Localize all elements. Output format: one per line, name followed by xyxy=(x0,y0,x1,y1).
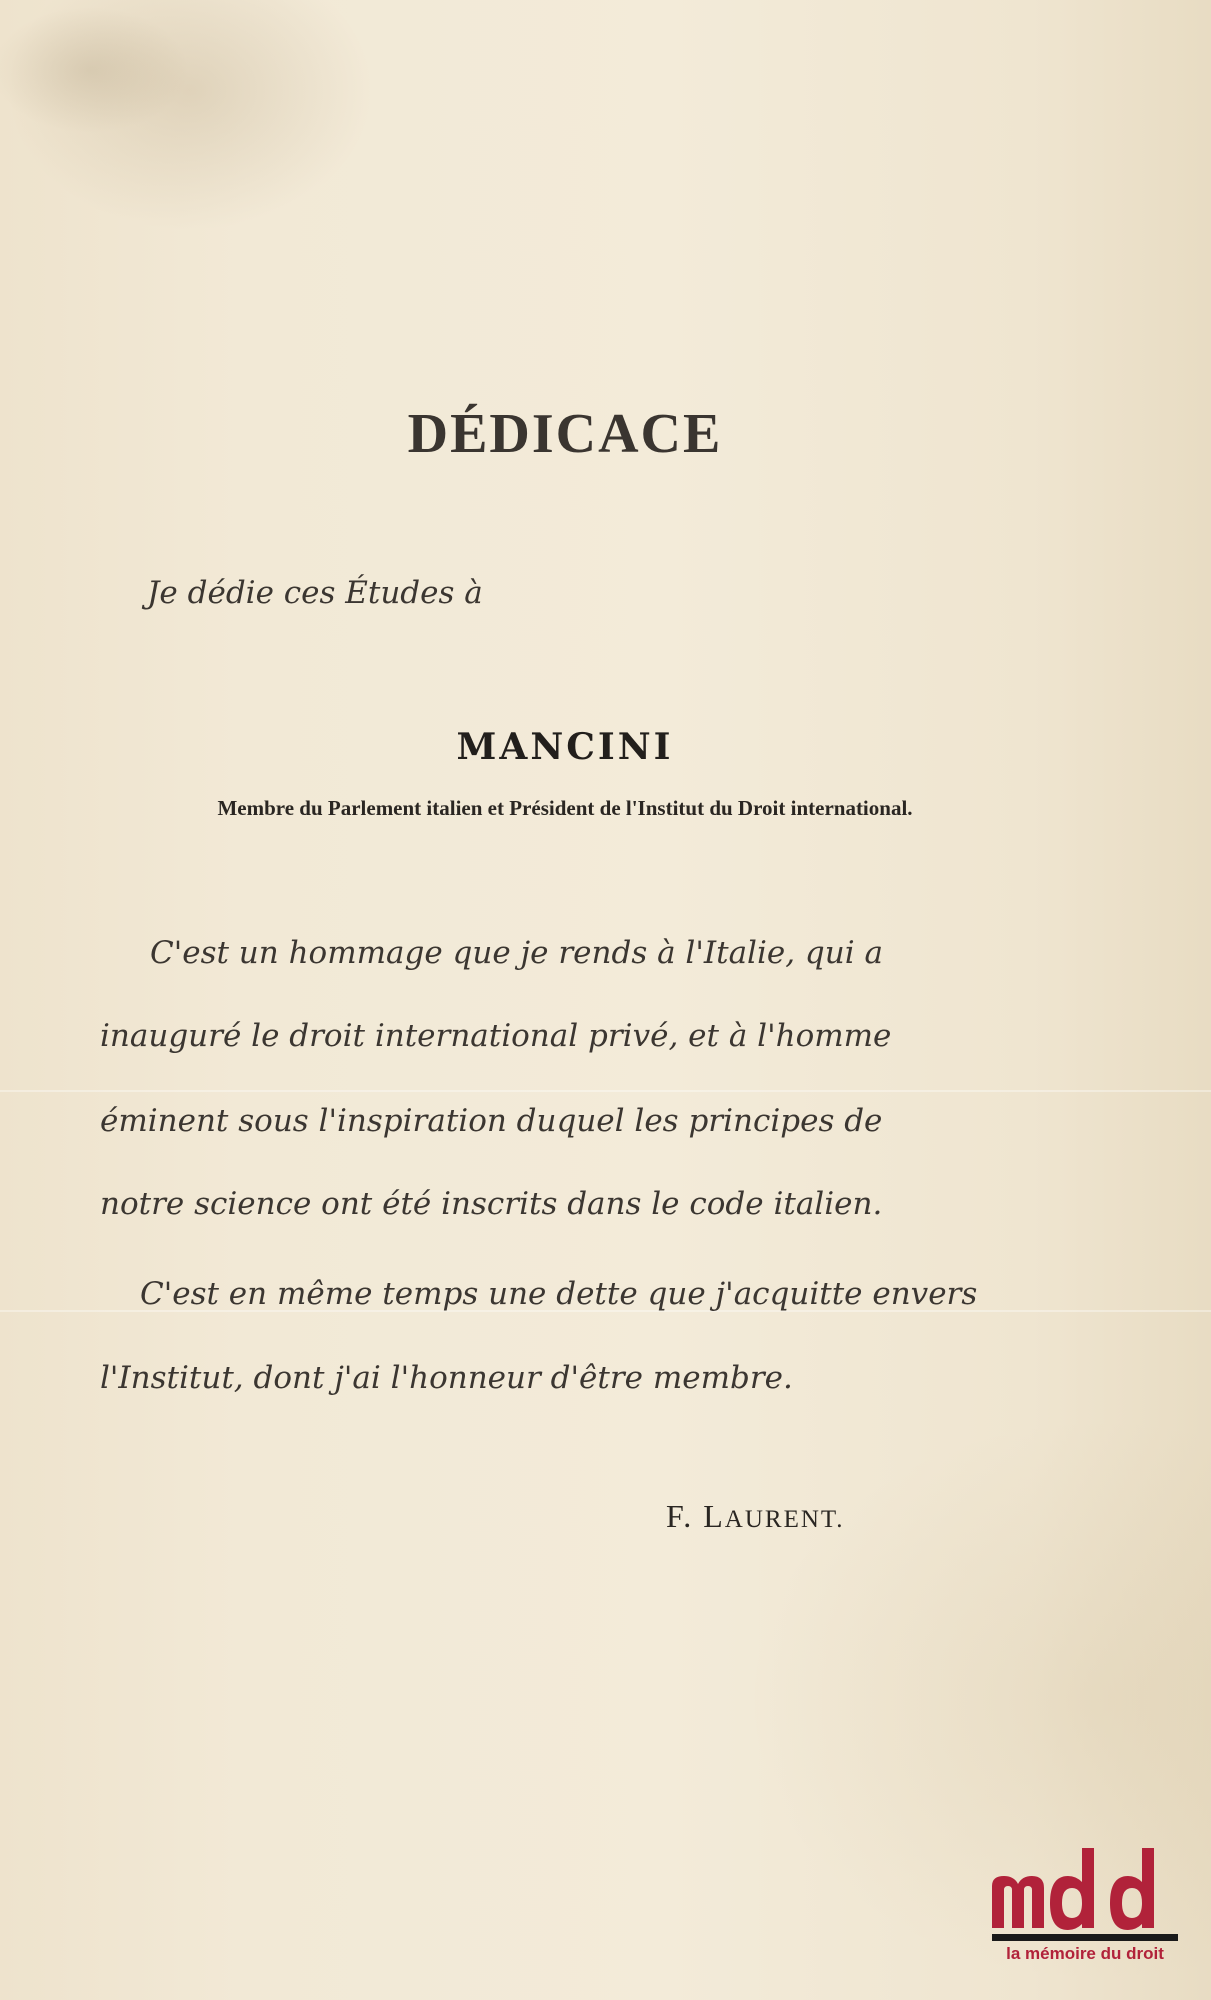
honoree-name: MANCINI xyxy=(456,726,674,768)
logo-letter-m xyxy=(992,1876,1044,1928)
logo-letter-d xyxy=(1110,1848,1154,1930)
dedication-line: C'est en même temps une dette que j'acquitte envers xyxy=(140,1276,978,1312)
mdd-logo-mark xyxy=(990,1838,1180,1943)
logo-letter-d xyxy=(1050,1848,1094,1930)
signature-first-letter: L xyxy=(703,1498,725,1534)
dedication-line: notre science ont été inscrits dans le code italien. xyxy=(100,1186,883,1222)
dedication-line: C'est un hommage que je rends à l'Italie, qui a xyxy=(150,935,883,971)
signature-initial: F. xyxy=(666,1498,694,1534)
logo-caption: la mémoire du droit xyxy=(1006,1944,1164,1963)
signature xyxy=(666,1498,845,1535)
dedication-line: inauguré le droit international privé, et à l'homme xyxy=(100,1018,892,1054)
dedication-line: éminent sous l'inspiration duquel les principes de xyxy=(100,1103,883,1139)
logo-underline xyxy=(992,1934,1178,1941)
page-crease xyxy=(0,1090,1211,1092)
dedication-line: l'Institut, dont j'ai l'honneur d'être membre. xyxy=(100,1360,793,1396)
honoree-title: Membre du Parlement italien et Président de l'Institut du Droit international. xyxy=(217,796,913,820)
signature-surname-rest: AURENT. xyxy=(724,1506,845,1533)
dedication-intro: Je dédie ces Études à xyxy=(147,575,483,611)
dedication-title: DÉDICACE xyxy=(407,403,723,465)
